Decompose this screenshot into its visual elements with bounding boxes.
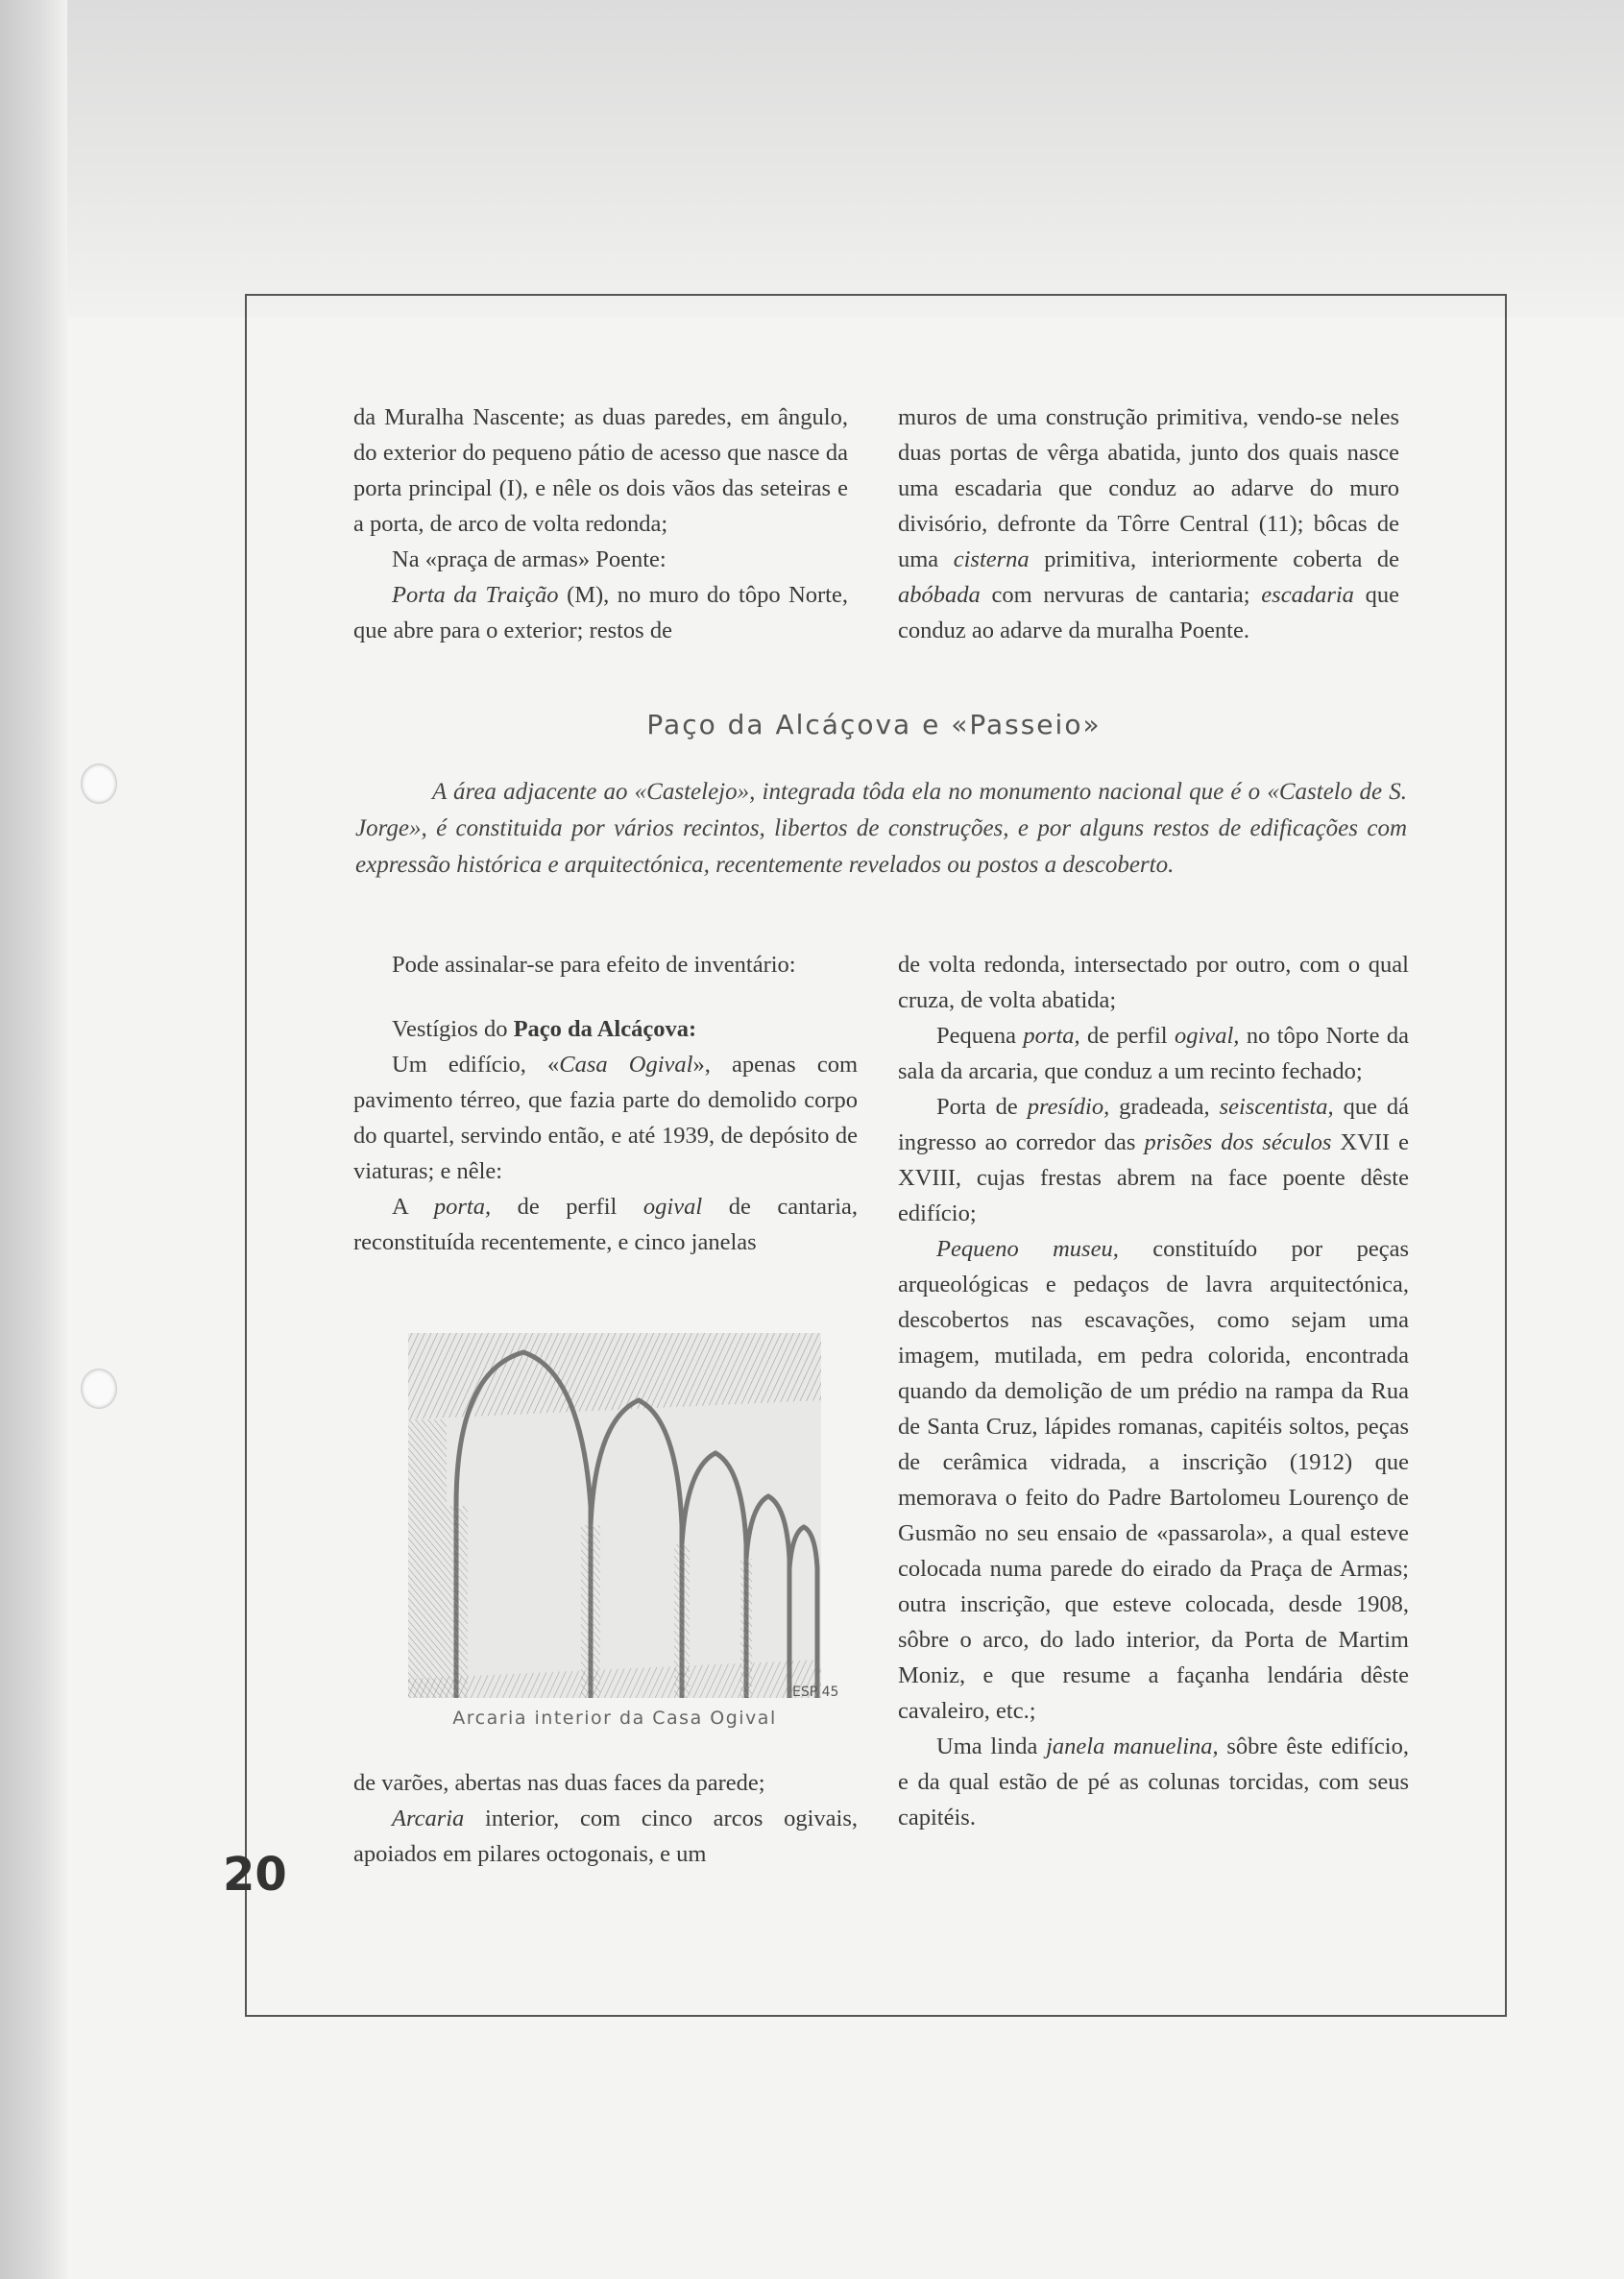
section-heading: Paço da Alcáçova e «Passeio»: [646, 709, 1102, 740]
paragraph: Pode assinalar-se para efeito de inventário:: [392, 952, 796, 978]
paragraph: Porta de presídio, gradeada, seiscentista, que dá ingresso ao corredor das prisões dos séculos XVII e XVIII, cujas frestas abrem na face poente dêste edifício;: [898, 1094, 1410, 1226]
bottom-left-column-top: [353, 947, 858, 1260]
intro-paragraph: A área adjacente ao «Castelejo», integrada tôda ela no monumento nacional que é o «Castelo de S. Jorge», é constituida por vários recintos, libertos de construções, e por alguns restos de edificações com expressão histórica e arquitectónica, recentemente revelados ou postos a descoberto.: [355, 779, 1407, 878]
scan-shadow-top: [0, 0, 1624, 317]
artist-signature: ESP 45: [792, 1685, 839, 1700]
top-right-column: [898, 400, 1399, 648]
paragraph: da Muralha Nascente; as duas paredes, em ângulo, do exterior do pequeno pátio de acesso que nasce da porta principal (I), e nêle os dois vãos das seteiras e a porta, de arco de volta redonda;: [353, 404, 848, 537]
paragraph: Uma linda janela manuelina, sôbre êste edifício, e da qual estão de pé as colunas torcidas, com seus capitéis.: [898, 1733, 1409, 1830]
paragraph: de volta redonda, intersectado por outro, com o qual cruza, de volta abatida;: [898, 952, 1409, 1013]
bottom-left-column-bottom: [353, 1765, 858, 1872]
paragraph: muros de uma construção primitiva, vendo-se neles duas portas de vêrga abatida, junto dos quais nasce uma escadaria que conduz ao adarve do muro divisório, defronte da Tôrre Central (11); bôcas de uma cisterna primitiva, interiormente coberta de abóbada com nervuras de cantaria; escadaria que conduz ao adarve da muralha Poente.: [898, 404, 1400, 643]
paragraph: Um edifício, «Casa Ogival», apenas com pavimento térreo, que fazia parte do demolido corpo do quartel, servindo então, e até 1939, de depósito de viaturas; e nêle:: [353, 1052, 859, 1184]
punch-hole-bottom: [81, 1369, 117, 1409]
scan-shadow-left: [0, 0, 67, 2279]
paragraph: Pequeno museu, constituído por peças arqueológicas e pedaços de lavra arquitectónica, descobertos nas escavações, como sejam uma imagem, mutilada, em pedra colorida, encontrada quando da demolição de um prédio na rampa da Rua de Santa Cruz, lápides romanas, capitéis soltos, peças de cerâmica vidrada, a inscrição (1912) que memorava o feito do Padre Bartolomeu Lourenço de Gusmão no seu ensaio de «passarola», a qual esteve colocada numa parede do eirado da Praça de Armas; outra inscrição, que esteve colocada, desde 1908, sôbre o arco, do lado interior, da Porta de Martim Moniz, e que resume a façanha lendária dêste cavaleiro, etc.;: [898, 1236, 1409, 1724]
arcade-illustration: [389, 1314, 840, 1727]
paragraph: Pequena porta, de perfil ogival, no tôpo Norte da sala da arcaria, que conduz a um recinto fechado;: [898, 1023, 1409, 1084]
paragraph: de varões, abertas nas duas faces da parede;: [353, 1770, 765, 1796]
page-number: 20: [223, 1848, 287, 1902]
paragraph: Na «praça de armas» Poente:: [392, 546, 667, 572]
figure-caption: Arcaria interior da Casa Ogival: [452, 1708, 777, 1729]
bottom-right-column: [898, 947, 1409, 1835]
paragraph: Vestígios do Paço da Alcáçova:: [392, 1016, 697, 1042]
paragraph: Porta da Traição (M), no muro do tôpo Norte, que abre para o exterior; restos de: [353, 582, 848, 643]
top-left-column: [353, 400, 848, 648]
paragraph: Arcaria interior, com cinco arcos ogivais, apoiados em pilares octogonais, e um: [353, 1806, 858, 1867]
punch-hole-top: [81, 764, 117, 804]
paragraph: A porta, de perfil ogival de cantaria, reconstituída recentemente, e cinco janelas: [353, 1194, 858, 1255]
